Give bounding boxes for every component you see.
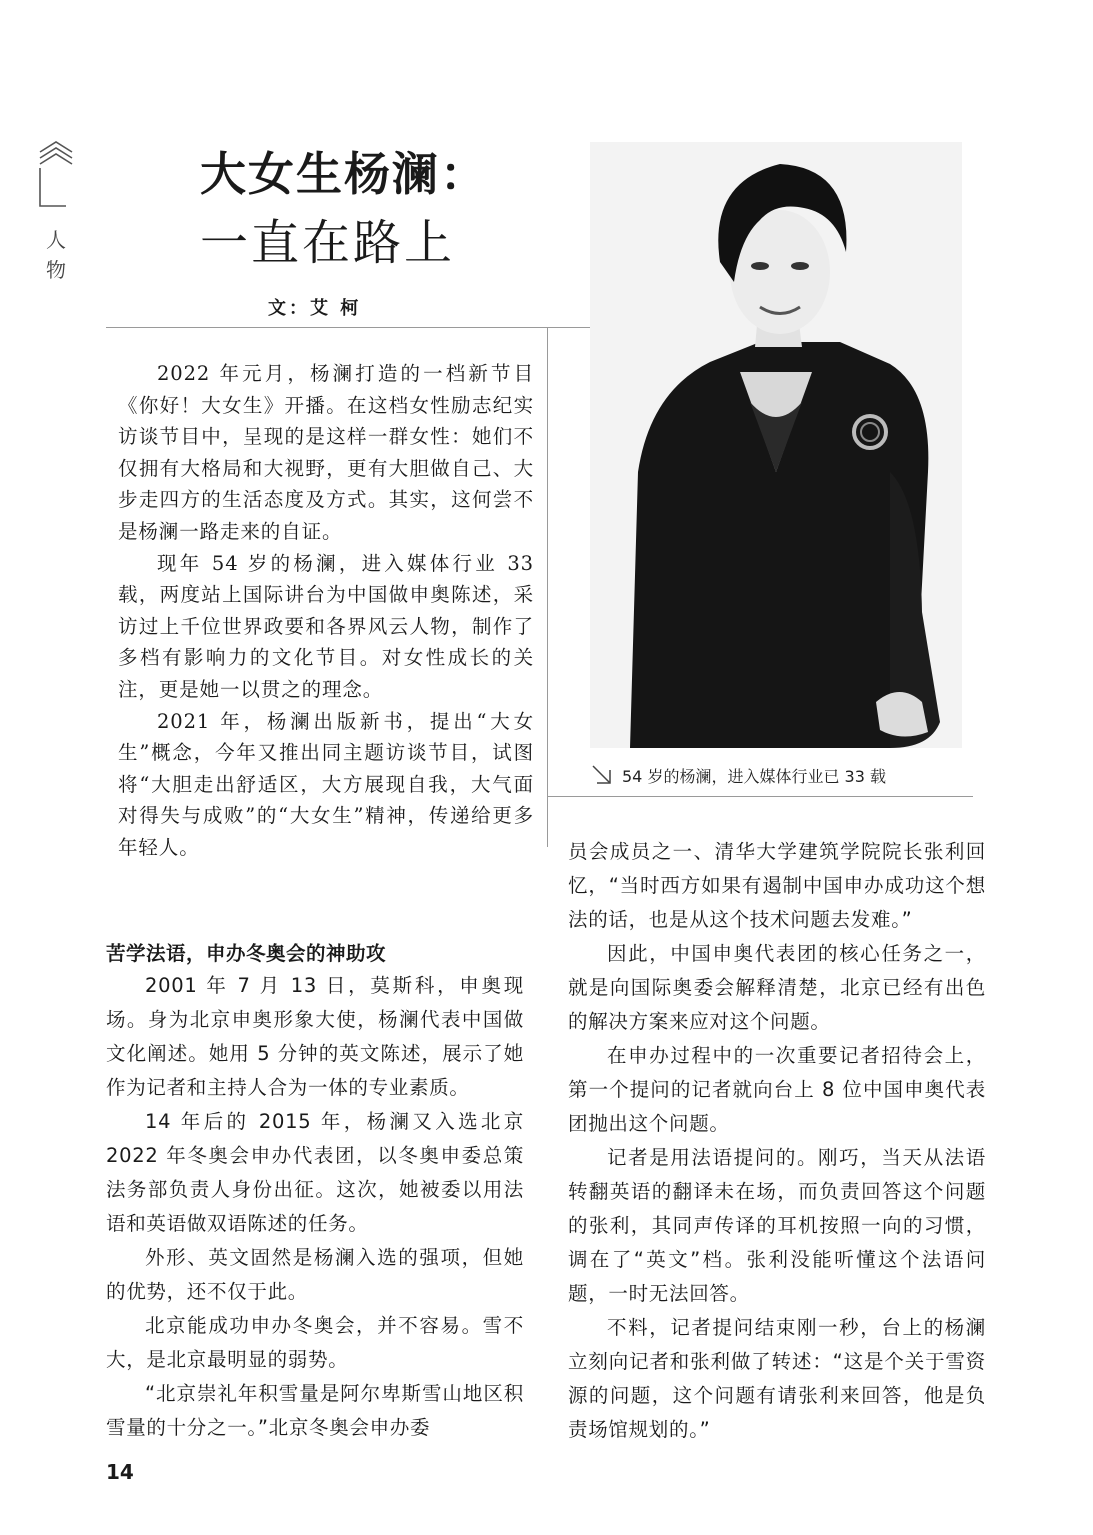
portrait-photo	[590, 142, 962, 748]
page-number: 14	[106, 1460, 134, 1484]
intro-paragraph: 2022 年元月，杨澜打造的一档新节目《你好！大女生》开播。在这档女性励志纪实访谈节目中，呈现的是这样一群女性：她们不仅拥有大格局和大视野，更有大胆做自己、大步走四方的生活态度及方式。其实，这何尝不是杨澜一路走来的自证。	[118, 362, 534, 543]
section-heading: 苦学法语，申办冬奥会的神助攻	[106, 942, 387, 965]
article-title-line-1: 大女生杨澜：	[200, 147, 488, 201]
body-paragraph: “北京崇礼年积雪量是阿尔卑斯雪山地区积雪量的十分之一。”北京冬奥会申办委	[106, 1382, 524, 1439]
body-paragraph: 14 年后的 2015 年，杨澜又入选北京 2022 年冬奥会申办代表团，以冬奥申委总策法务部负责人身份出征。这次，她被委以用法语和英语做双语陈述的任务。	[106, 1110, 524, 1235]
body-paragraph: 记者是用法语提问的。刚巧，当天从法语转翻英语的翻译未在场，而负责回答这个问题的张利，其同声传译的耳机按照一向的习惯，调在了“英文”档。张利没能听懂这个法语问题，一时无法回答。	[568, 1146, 986, 1305]
divider-vertical	[547, 327, 548, 847]
body-paragraph-continuation: 员会成员之一、清华大学建筑学院院长张利回忆，“当时西方如果有遏制中国申办成功这个想法的话，也是从这个技术问题去发难。”	[568, 840, 986, 931]
body-paragraph: 北京能成功申办冬奥会，并不容易。雪不大，是北京最明显的弱势。	[106, 1314, 524, 1371]
body-paragraph: 2001 年 7 月 13 日，莫斯科，申奥现场。身为北京申奥形象大使，杨澜代表中国做文化阐述。她用 5 分钟的英文陈述，展示了她作为记者和主持人合为一体的专业素质。	[106, 974, 524, 1099]
body-column-right	[568, 835, 986, 1447]
body-column-left	[106, 969, 524, 1445]
arrow-down-right-icon	[591, 764, 613, 786]
intro-block	[118, 358, 534, 864]
divider-top	[106, 327, 590, 328]
article-title-line-2: 一直在路上	[200, 215, 456, 271]
body-paragraph: 因此，中国申奥代表团的核心任务之一，就是向国际奥委会解释清楚，北京已经有出色的解决方案来应对这个问题。	[568, 942, 986, 1033]
body-paragraph: 不料，记者提问结束刚一秒，台上的杨澜立刻向记者和张利做了转述：“这是个关于雪资源的问题，这个问题有请张利来回答，他是负责场馆规划的。”	[568, 1316, 986, 1441]
byline: 文：艾 柯	[268, 298, 362, 319]
intro-paragraph: 现年 54 岁的杨澜，进入媒体行业 33 载，两度站上国际讲台为中国做申奥陈述，采访过上千位世界政要和各界风云人物，制作了多档有影响力的文化节目。对女性成长的关注，更是她一以贯之的理念。	[118, 551, 534, 701]
section-label-char: 人	[46, 228, 66, 252]
intro-paragraph: 2021 年，杨澜出版新书，提出“大女生”概念，今年又推出同主题访谈节目，试图将“大胆走出舒适区，大方展现自我，大气面对得失与成败”的“大女生”精神，传递给更多年轻人。	[118, 709, 534, 859]
section-label-char: 物	[46, 258, 66, 282]
divider-caption	[547, 796, 973, 797]
portrait-illustration	[590, 142, 962, 748]
body-paragraph: 在申办过程中的一次重要记者招待会上，第一个提问的记者就向台上 8 位中国申奥代表团抛出这个问题。	[568, 1044, 986, 1135]
body-paragraph: 外形、英文固然是杨澜入选的强项，但她的优势，还不仅于此。	[106, 1246, 524, 1303]
chevron-bracket-icon	[36, 136, 76, 216]
photo-caption: 54 岁的杨澜，进入媒体行业已 33 载	[622, 767, 886, 786]
